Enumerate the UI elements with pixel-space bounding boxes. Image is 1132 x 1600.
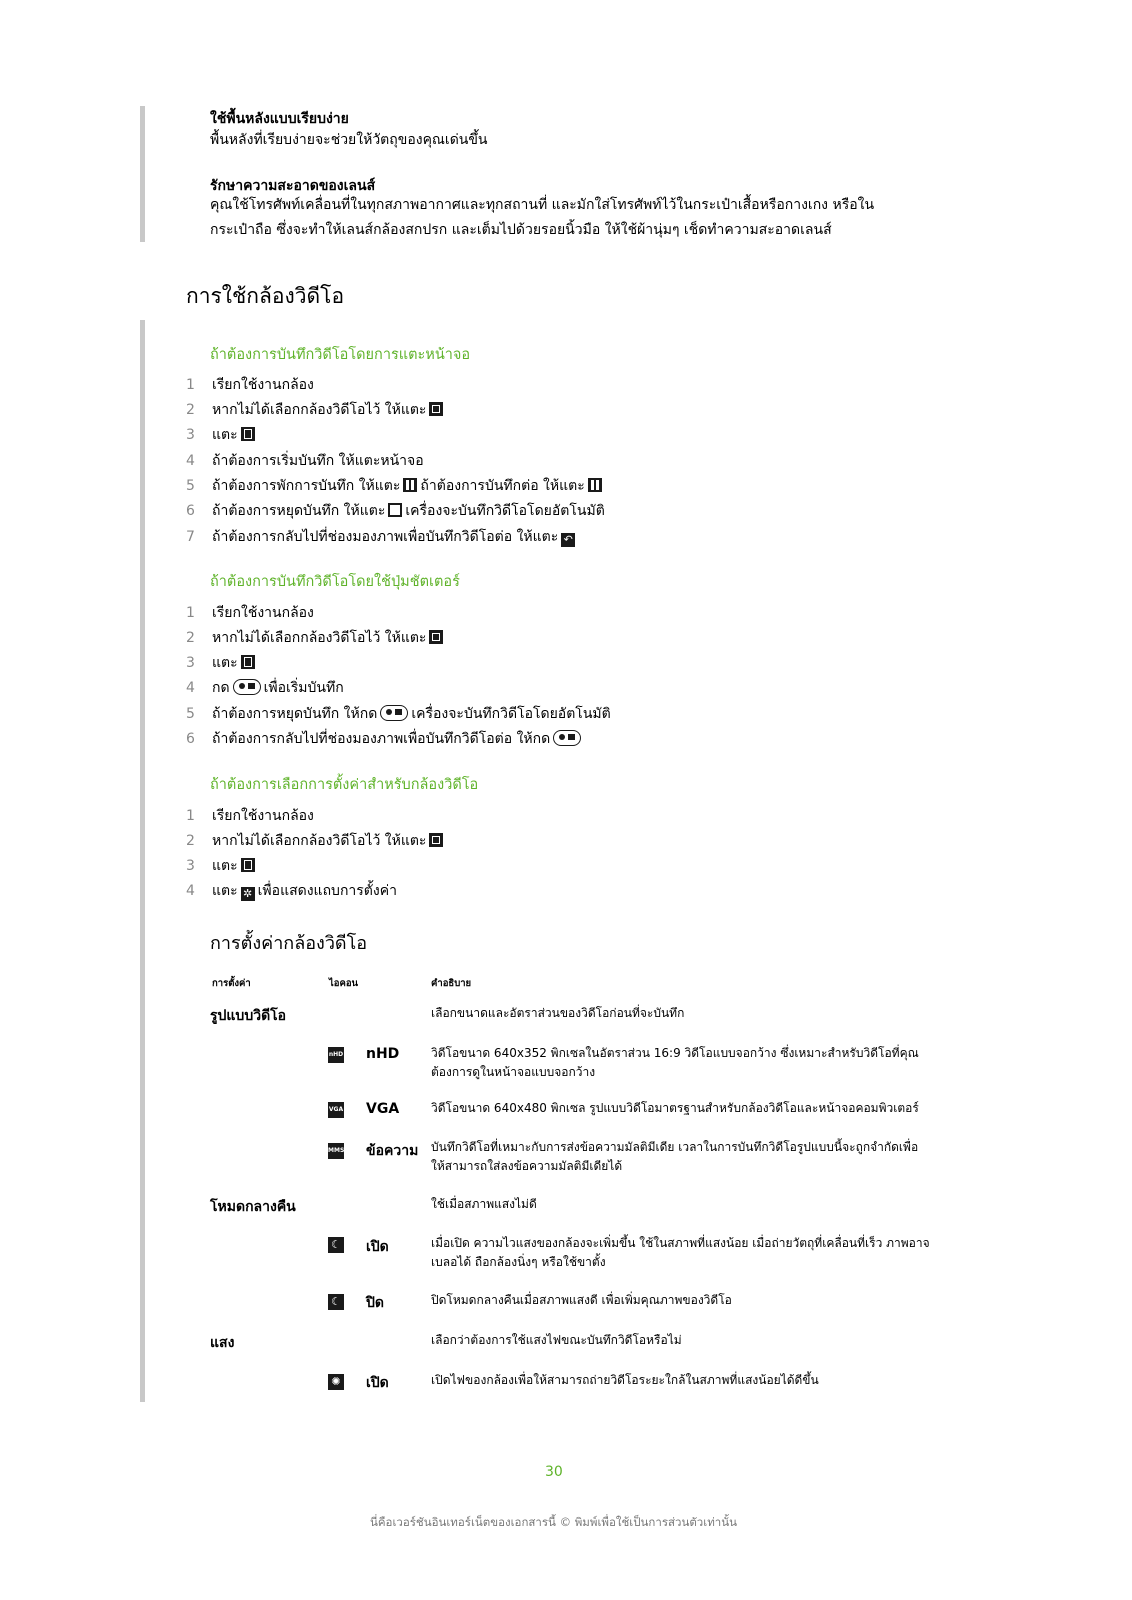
option-desc-vga: วิดีโอขนาด 640x480 พิกเซล รูปแบบวิดีโอมาตรฐานสำหรับกล้องวิดีโอและหน้าจอคอมพิวเตอร์ [431,1101,919,1115]
option-label-mms: ข้อความ [366,1143,419,1159]
mms-format-icon: MMS [328,1143,344,1159]
tip-text-lens-line1: คุณใช้โทรศัพท์เคลื่อนที่ในทุกสภาพอากาศและทุกสถานที่ และมักใส่โทรศัพท์ไว้ในกระเป๋าเสื้อหรือกางเกง หรือใน [210,197,875,213]
section-title: การใช้กล้องวิดีโอ [186,284,345,308]
option-desc-night-on: เมื่อเปิด ความไวแสงของกล้องจะเพิ่มขึ้น ใช้ในสภาพที่แสงน้อย เมื่อถ่ายวัตถุที่เคลื่อนที่เร็ว ภาพอาจเบลอได้ ถือกล้องนิ่งๆ หรือใช้ขาตั้ง [431,1236,930,1269]
back-icon: ↶ [561,533,575,547]
nhd-format-icon: nHD [328,1047,344,1063]
step-4: 4 กด เพื่อเริ่มบันทึก [186,680,344,696]
procedure-heading-settings: ถ้าต้องการเลือกการตั้งค่าสำหรับกล้องวิดีโอ [210,777,479,793]
option-desc-mms: บันทึกวิดีโอที่เหมาะกับการส่งข้อความมัลติมีเดีย เวลาในการบันทึกวิดีโอรูปแบบนี้จะถูกจำกัดเพื่อให้สามารถใส่ลงข้อความมัลติมีเดียได้ [431,1140,919,1173]
step-4: 4 ถ้าต้องการเริ่มบันทึก ให้แตะหน้าจอ [186,453,424,469]
column-header-icon: ไอคอน [329,978,359,989]
option-label-vga: VGA [366,1101,400,1117]
step-6: 6 ถ้าต้องการกลับไปที่ช่องมองภาพเพื่อบันทึกวิดีโอต่อ ให้กด [186,728,584,752]
setting-name-light: แสง [210,1335,235,1351]
step-1: 1 เรียกใช้งานกล้อง [186,605,314,621]
video-mode-icon [241,427,255,441]
shutter-key-icon [233,679,261,695]
tip-sidebar-bar [140,106,145,242]
setting-name-video-format: รูปแบบวิดีโอ [210,1008,287,1024]
option-label-nhd: nHD [366,1046,400,1062]
vga-format-icon: VGA [328,1102,344,1118]
option-label-light-on: เปิด [366,1375,389,1391]
procedure-heading-shutter: ถ้าต้องการบันทึกวิดีโอโดยใช้ปุ่มชัตเตอร์ [210,574,460,590]
settings-table-title: การตั้งค่ากล้องวิดีโอ [210,933,368,954]
option-label-night-off: ปิด [366,1295,384,1311]
step-7: 7 ถ้าต้องการกลับไปที่ช่องมองภาพเพื่อบันทึกวิดีโอต่อ ให้แตะ ↶ [186,526,578,550]
step-2: 2 หากไม่ได้เลือกกล้องวิดีโอไว้ ให้แตะ [186,830,446,854]
step-3: 3 แตะ [186,855,258,879]
option-label-night-on: เปิด [366,1239,389,1255]
step-5: 5 ถ้าต้องการหยุดบันทึก ให้กด เครื่องจะบันทึกวิดีโอโดยอัตโนมัติ [186,706,611,722]
shutter-key-icon [380,705,408,721]
option-desc-light-on: เปิดไฟของกล้องเพื่อให้สามารถถ่ายวิดีโอระยะใกล้ในสภาพที่แสงน้อยได้ดีขึ้น [431,1373,819,1387]
step-1: 1 เรียกใช้งานกล้อง [186,377,314,393]
step-5: 5 ถ้าต้องการพักการบันทึก ให้แตะ ถ้าต้องการบันทึกต่อ ให้แตะ [186,475,605,499]
step-4: 4 แตะ ✲ เพื่อแสดงแถบการตั้งค่า [186,883,397,900]
step-2: 2 หากไม่ได้เลือกกล้องวิดีโอไว้ ให้แตะ [186,627,446,651]
video-mode-icon [241,655,255,669]
stop-icon [388,503,402,517]
step-6: 6 ถ้าต้องการหยุดบันทึก ให้แตะ เครื่องจะบันทึกวิดีโอโดยอัตโนมัติ [186,503,605,519]
settings-icon: ✲ [241,887,255,901]
setting-name-night-mode: โหมดกลางคืน [210,1199,296,1215]
light-on-icon: ✺ [328,1374,344,1390]
setting-desc-light: เลือกว่าต้องการใช้แสงไฟขณะบันทึกวิดีโอหรือไม่ [431,1333,682,1347]
page-footer: นี่คือเวอร์ชันอินเทอร์เน็ตของเอกสารนี้ © พิมพ์เพื่อใช้เป็นการส่วนตัวเท่านั้น [370,1515,737,1529]
setting-desc-night-mode: ใช้เมื่อสภาพแสงไม่ดี [431,1197,537,1211]
procedure-heading-touch: ถ้าต้องการบันทึกวิดีโอโดยการแตะหน้าจอ [210,347,471,363]
shutter-key-icon [553,730,581,746]
page-number: 30 [545,1464,563,1480]
tip-text-lens-line2: กระเป๋าถือ ซึ่งจะทำให้เลนส์กล้องสกปรก และเต็มไปด้วยรอยนิ้วมือ ให้ใช้ผ้านุ่มๆ เช็ดทำความสะอาดเลนส์ [210,222,832,238]
option-desc-night-off: ปิดโหมดกลางคืนเมื่อสภาพแสงดี เพื่อเพิ่มคุณภาพของวิดีโอ [431,1293,732,1307]
video-camera-icon [429,833,443,847]
night-mode-off-icon: ☾ [328,1294,344,1310]
column-header-setting: การตั้งค่า [212,978,251,989]
video-camera-icon [429,630,443,644]
pause-icon [403,478,417,492]
setting-desc-video-format: เลือกขนาดและอัตราส่วนของวิดีโอก่อนที่จะบันทึก [431,1006,685,1020]
night-mode-on-icon: ☾ [328,1237,344,1253]
tip-title-background: ใช้พื้นหลังแบบเรียบง่าย [210,111,349,127]
video-mode-icon [241,858,255,872]
video-camera-icon [429,402,443,416]
option-desc-nhd: วิดีโอขนาด 640x352 พิกเซลในอัตราส่วน 16:9 วิดีโอแบบจอกว้าง ซึ่งเหมาะสำหรับวิดีโอที่คุณต้องการดูในหน้าจอแบบจอกว้าง [431,1046,919,1079]
tip-text-background: พื้นหลังที่เรียบง่ายจะช่วยให้วัตถุของคุณเด่นขึ้น [210,132,488,148]
step-1: 1 เรียกใช้งานกล้อง [186,808,314,824]
tip-title-lens: รักษาความสะอาดของเลนส์ [210,178,376,194]
column-header-description: คำอธิบาย [431,978,472,989]
resume-icon [588,478,602,492]
step-3: 3 แตะ [186,424,258,448]
procedure-sidebar-bar [140,320,145,1402]
step-3: 3 แตะ [186,652,258,676]
step-2: 2 หากไม่ได้เลือกกล้องวิดีโอไว้ ให้แตะ [186,399,446,423]
